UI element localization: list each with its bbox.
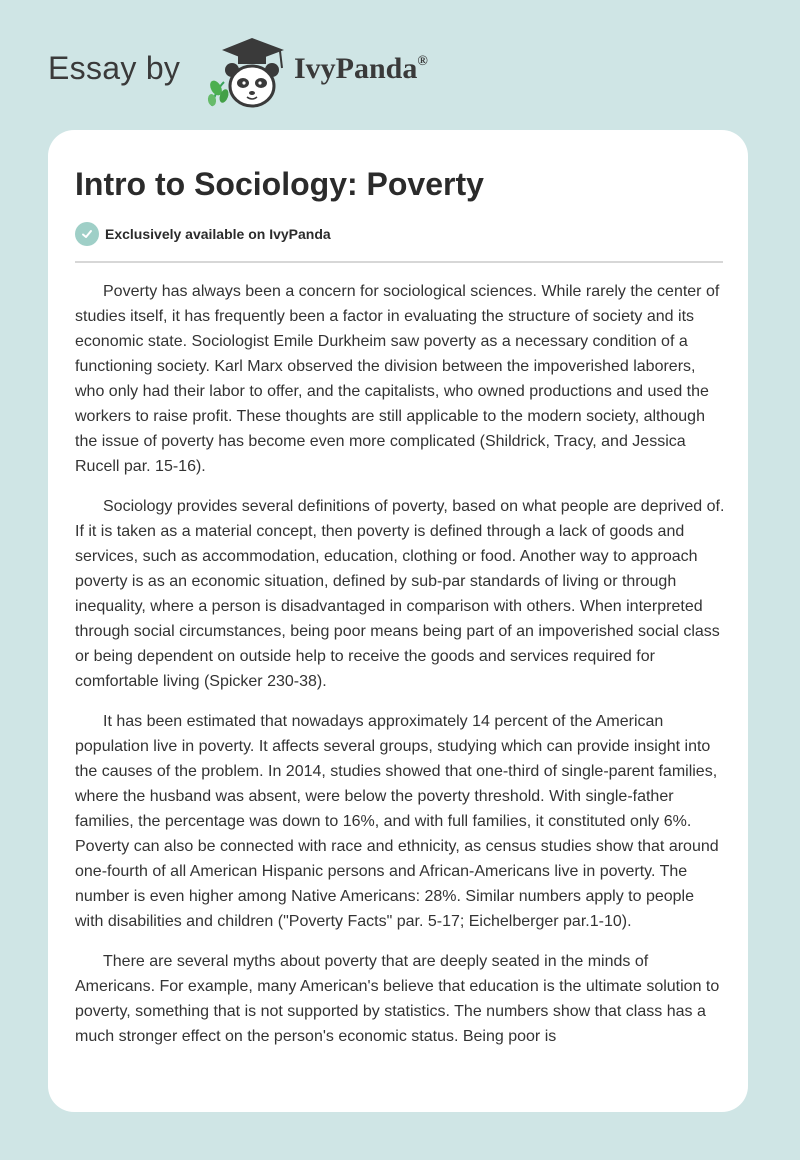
brand-name-text: IvyPanda [294, 52, 418, 85]
check-icon [75, 222, 99, 246]
page-title: Intro to Sociology: Poverty [75, 166, 484, 202]
article-body [75, 279, 725, 1064]
registered-mark: ® [417, 54, 428, 69]
paragraph: Poverty has always been a concern for sociological sciences. While rarely the center of studies itself, it has frequently been a factor in evaluating the structure of society and its economic state. Sociologist Emile Durkheim saw poverty as a necessary condition of a functioning society. Karl Marx observed the division between the impoverished laborers, who only had their labor to offer, and the capitalists, who owned productions and used the workers to raise profit. These thoughts are still applicable to the modern society, although the issue of poverty has become even more complicated (Shildrick, Tracy, and Jessica Rucell par. 15-16). [75, 283, 720, 475]
divider [75, 261, 723, 263]
site-header [0, 0, 800, 120]
paragraph: It has been estimated that nowadays approximately 14 percent of the American population live in poverty. It affects several groups, studying which can provide insight into the causes of the problem. In 2014, studies showed that one-third of single-parent families, where the husband was absent, were below the poverty threshold. With single-father families, the percentage was down to 16%, and with full families, it constituted only 6%. Poverty can also be connected with race and ethnicity, as census studies show that around one-fourth of all American Hispanic persons and African-Americans live in poverty. The number is even higher among Native Americans: 28%. Similar numbers apply to people with disabilities and children ("Poverty Facts" par. 5-17; Eichelberger par.1-10). [75, 713, 719, 930]
article-card [48, 130, 748, 1112]
exclusive-badge-text: Exclusively available on IvyPanda [105, 226, 331, 242]
brand-name[interactable] [294, 52, 428, 86]
exclusive-badge [75, 222, 331, 246]
paragraph: There are several myths about poverty that are deeply seated in the minds of Americans. For example, many American's believe that education is the ultimate solution to poverty, something that is not supported by statistics. The numbers show that class has a much stronger effect on the person's economic status. Being poor is [75, 953, 720, 1045]
panda-graduate-icon[interactable] [202, 36, 294, 110]
brand-prefix: Essay by [48, 50, 181, 86]
paragraph: Sociology provides several definitions of poverty, based on what people are deprived of. If it is taken as a material concept, then poverty is defined through a lack of goods and services, such as accommodation, education, clothing or food. Another way to approach poverty is as an economic situation, defined by sub-par standards of living or through inequality, where a person is disadvantaged in comparison with others. When interpreted through social circumstances, being poor means being part of an impoverished social class or being dependent on outside help to receive the goods and services required for comfortable living (Spicker 230-38). [75, 498, 725, 690]
